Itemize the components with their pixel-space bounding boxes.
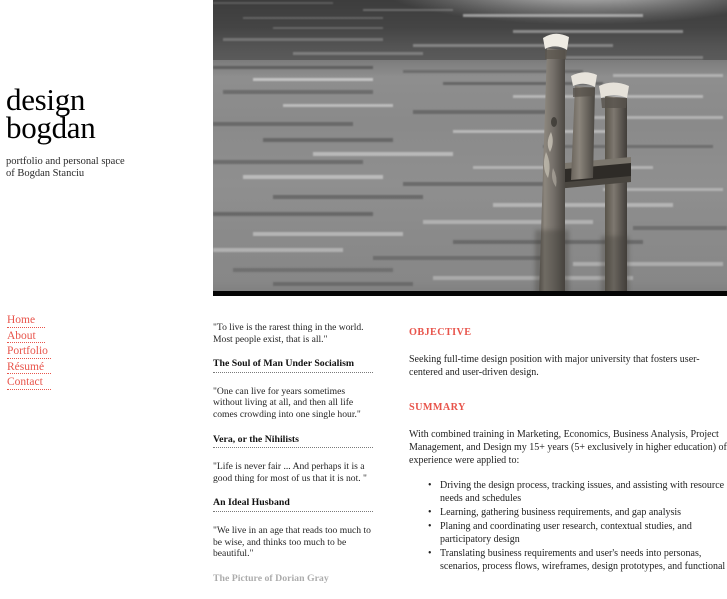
summary-bullet-item: • Planing and coordinating user research, contextual studies, and participatory design (409, 520, 727, 546)
site-title-line2: bogdan (6, 110, 96, 145)
summary-bullet-list (409, 479, 727, 573)
quote-text: "To live is the rarest thing in the world. Most people exist, that is all." (213, 322, 364, 345)
quotes-column (213, 322, 373, 599)
quote-text: "We live in an age that reads too much to be wise, and thinks too much to be beautiful." (213, 524, 371, 560)
quote-text: "Life is never fair ... And perhaps it is a good thing for most of us that it is not. " (213, 461, 367, 484)
resume-column (409, 326, 727, 574)
nav-item-portfolio[interactable]: Portfolio (7, 346, 51, 359)
site-title (6, 82, 206, 145)
hero-photo (213, 0, 727, 296)
quote-source: The Picture of Dorian Gray (213, 572, 329, 584)
site-tagline (6, 156, 206, 179)
summary-bullet-item: • Learning, gathering business requirements, and gap analysis (409, 506, 727, 519)
summary-bullet-item: • Driving the design process, tracking issues, and assisting with resource needs and schedules (409, 479, 727, 505)
nav-item-home[interactable]: Home (7, 315, 45, 328)
quote-text: "One can live for years sometimes without living at all, and then all life comes crowding into one single hour." (213, 385, 361, 420)
nav-item-resume[interactable]: Résumé (7, 362, 51, 375)
main-nav (7, 315, 127, 393)
hero-photo-image (213, 0, 727, 296)
quote-source: Vera, or the Nihilists (213, 434, 373, 449)
site-tagline-line1: portfolio and personal space (6, 156, 125, 167)
objective-text: Seeking full-time design position with major university that fosters user-centered and user-driven design. (409, 354, 700, 378)
summary-heading: SUMMARY (409, 402, 466, 413)
quote-source: An Ideal Husband (213, 497, 373, 512)
nav-item-about[interactable]: About (7, 331, 45, 344)
summary-text: With combined training in Marketing, Economics, Business Analysis, Project Management, and Design my 15+ years (5+ exclusively in higher education) of experience were applied to: (409, 429, 727, 466)
site-title-line1: design (6, 82, 86, 117)
nav-item-contact[interactable]: Contact (7, 377, 51, 390)
site-tagline-line2: of Bogdan Stanciu (6, 167, 85, 179)
branding (6, 82, 206, 179)
quote-source: The Soul of Man Under Socialism (213, 358, 373, 373)
piling-middle (571, 72, 597, 180)
objective-heading: OBJECTIVE (409, 327, 472, 338)
summary-bullet-item: • Translating business requirements and user's needs into personas, scenarios, process flows, wireframes, design prototypes, and functional (409, 547, 727, 573)
